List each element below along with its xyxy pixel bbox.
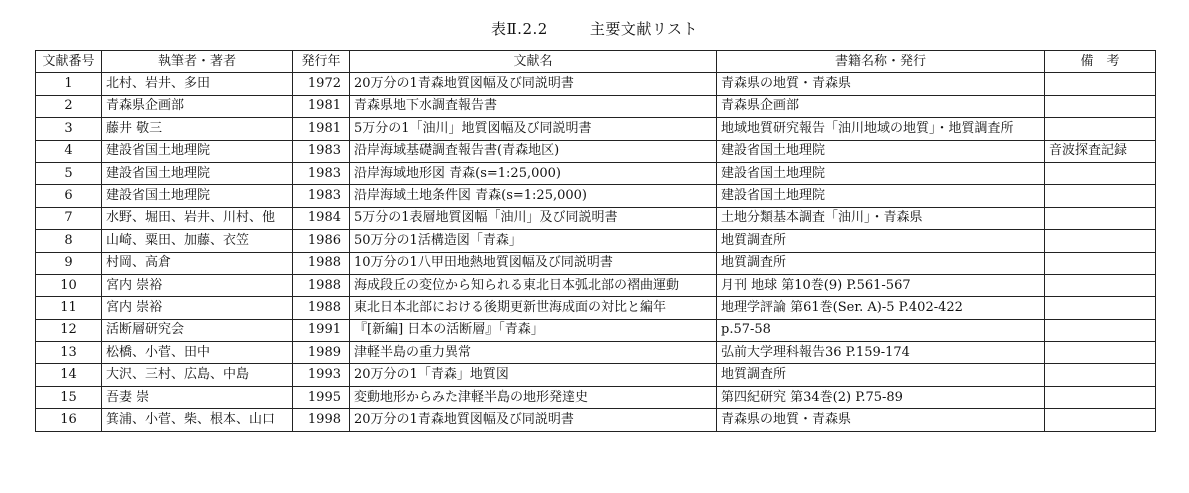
cell-publisher: 建設省国土地理院: [717, 140, 1045, 162]
cell-note: [1045, 386, 1156, 408]
cell-title: 沿岸海域土地条件図 青森(s=1:25,000): [350, 185, 717, 207]
cell-note: [1045, 364, 1156, 386]
table-row: [36, 386, 1156, 408]
table-row: [36, 342, 1156, 364]
cell-number: 7: [36, 207, 102, 229]
table-row: [36, 297, 1156, 319]
cell-year: 1983: [293, 140, 350, 162]
cell-title: 沿岸海域基礎調査報告書(青森地区): [350, 140, 717, 162]
cell-author: 青森県企画部: [102, 95, 293, 117]
cell-number: 15: [36, 386, 102, 408]
cell-year: 1988: [293, 297, 350, 319]
cell-publisher: 地域地質研究報告「油川地域の地質」・地質調査所: [717, 118, 1045, 140]
header-row: [36, 51, 1156, 73]
cell-number: 3: [36, 118, 102, 140]
cell-publisher: 青森県企画部: [717, 95, 1045, 117]
cell-note: 音波探査記録: [1045, 140, 1156, 162]
cell-publisher: 第四紀研究 第34巻(2) P.75-89: [717, 386, 1045, 408]
cell-publisher: 月刊 地球 第10巻(9) P.561-567: [717, 274, 1045, 296]
cell-author: 藤井 敬三: [102, 118, 293, 140]
cell-author: 宮内 崇裕: [102, 297, 293, 319]
cell-number: 16: [36, 409, 102, 431]
cell-title: 東北日本北部における後期更新世海成面の対比と編年: [350, 297, 717, 319]
cell-note: [1045, 162, 1156, 184]
col-header-number: 文献番号: [36, 51, 102, 73]
cell-author: 建設省国土地理院: [102, 162, 293, 184]
table-row: [36, 274, 1156, 296]
cell-title: 『[新編] 日本の活断層』「青森」: [350, 319, 717, 341]
table-row: [36, 409, 1156, 431]
cell-note: [1045, 118, 1156, 140]
cell-title: 津軽半島の重力異常: [350, 342, 717, 364]
table-row: [36, 73, 1156, 95]
cell-publisher: 地質調査所: [717, 252, 1045, 274]
table-row: [36, 319, 1156, 341]
col-header-author: 執筆者・著者: [102, 51, 293, 73]
cell-publisher: 建設省国土地理院: [717, 162, 1045, 184]
cell-title: 変動地形からみた津軽半島の地形発達史: [350, 386, 717, 408]
cell-author: 村岡、高倉: [102, 252, 293, 274]
table-row: [36, 364, 1156, 386]
cell-publisher: 青森県の地質・青森県: [717, 409, 1045, 431]
cell-number: 10: [36, 274, 102, 296]
cell-note: [1045, 342, 1156, 364]
cell-publisher: 土地分類基本調査「油川」・青森県: [717, 207, 1045, 229]
cell-title: 10万分の1八甲田地熱地質図幅及び同説明書: [350, 252, 717, 274]
table-title: 主要文献リスト: [589, 20, 699, 38]
cell-title: 20万分の1「青森」地質図: [350, 364, 717, 386]
cell-note: [1045, 409, 1156, 431]
cell-year: 1988: [293, 252, 350, 274]
table-row: [36, 252, 1156, 274]
cell-year: 1983: [293, 185, 350, 207]
table-row: [36, 140, 1156, 162]
cell-year: 1995: [293, 386, 350, 408]
cell-publisher: 弘前大学理科報告36 P.159-174: [717, 342, 1045, 364]
col-header-title: 文献名: [350, 51, 717, 73]
cell-title: 20万分の1青森地質図幅及び同説明書: [350, 409, 717, 431]
cell-number: 14: [36, 364, 102, 386]
cell-publisher: 建設省国土地理院: [717, 185, 1045, 207]
cell-author: 宮内 崇裕: [102, 274, 293, 296]
cell-title: 海成段丘の変位から知られる東北日本弧北部の褶曲運動: [350, 274, 717, 296]
col-header-publisher: 書籍名称・発行: [717, 51, 1045, 73]
cell-number: 2: [36, 95, 102, 117]
cell-author: 松橋、小菅、田中: [102, 342, 293, 364]
cell-number: 13: [36, 342, 102, 364]
cell-year: 1983: [293, 162, 350, 184]
cell-year: 1993: [293, 364, 350, 386]
cell-note: [1045, 319, 1156, 341]
cell-year: 1972: [293, 73, 350, 95]
cell-year: 1988: [293, 274, 350, 296]
cell-number: 11: [36, 297, 102, 319]
cell-note: [1045, 230, 1156, 252]
cell-number: 12: [36, 319, 102, 341]
cell-note: [1045, 95, 1156, 117]
cell-year: 1986: [293, 230, 350, 252]
cell-year: 1991: [293, 319, 350, 341]
cell-publisher: p.57-58: [717, 319, 1045, 341]
cell-title: 5万分の1「油川」地質図幅及び同説明書: [350, 118, 717, 140]
cell-author: 大沢、三村、広島、中島: [102, 364, 293, 386]
cell-number: 4: [36, 140, 102, 162]
cell-year: 1989: [293, 342, 350, 364]
cell-year: 1981: [293, 118, 350, 140]
cell-number: 1: [36, 73, 102, 95]
table-caption: [0, 18, 1189, 39]
cell-author: 建設省国土地理院: [102, 185, 293, 207]
table-row: [36, 95, 1156, 117]
cell-author: 吾妻 崇: [102, 386, 293, 408]
cell-title: 5万分の1表層地質図幅「油川」及び同説明書: [350, 207, 717, 229]
cell-publisher: 青森県の地質・青森県: [717, 73, 1045, 95]
cell-author: 箕浦、小菅、柴、根本、山口: [102, 409, 293, 431]
table-row: [36, 230, 1156, 252]
cell-publisher: 地質調査所: [717, 364, 1045, 386]
table-row: [36, 118, 1156, 140]
cell-title: 20万分の1青森地質図幅及び同説明書: [350, 73, 717, 95]
cell-author: 水野、堀田、岩井、川村、他: [102, 207, 293, 229]
cell-year: 1998: [293, 409, 350, 431]
cell-note: [1045, 73, 1156, 95]
cell-note: [1045, 274, 1156, 296]
cell-author: 北村、岩井、多田: [102, 73, 293, 95]
table-number: 表Ⅱ.2.2: [490, 20, 548, 38]
cell-note: [1045, 297, 1156, 319]
table-row: [36, 162, 1156, 184]
col-header-note: 備 考: [1045, 51, 1156, 73]
cell-note: [1045, 252, 1156, 274]
cell-title: 50万分の1活構造図「青森」: [350, 230, 717, 252]
cell-note: [1045, 185, 1156, 207]
table-row: [36, 185, 1156, 207]
cell-number: 5: [36, 162, 102, 184]
cell-publisher: 地理学評論 第61巻(Ser. A)-5 P.402-422: [717, 297, 1045, 319]
cell-year: 1984: [293, 207, 350, 229]
col-header-year: 発行年: [293, 51, 350, 73]
cell-author: 活断層研究会: [102, 319, 293, 341]
cell-author: 建設省国土地理院: [102, 140, 293, 162]
cell-year: 1981: [293, 95, 350, 117]
cell-publisher: 地質調査所: [717, 230, 1045, 252]
cell-title: 青森県地下水調査報告書: [350, 95, 717, 117]
cell-title: 沿岸海域地形図 青森(s=1:25,000): [350, 162, 717, 184]
table-row: [36, 207, 1156, 229]
cell-number: 8: [36, 230, 102, 252]
cell-number: 9: [36, 252, 102, 274]
cell-author: 山崎、粟田、加藤、衣笠: [102, 230, 293, 252]
cell-number: 6: [36, 185, 102, 207]
cell-note: [1045, 207, 1156, 229]
reference-table: [35, 50, 1156, 432]
